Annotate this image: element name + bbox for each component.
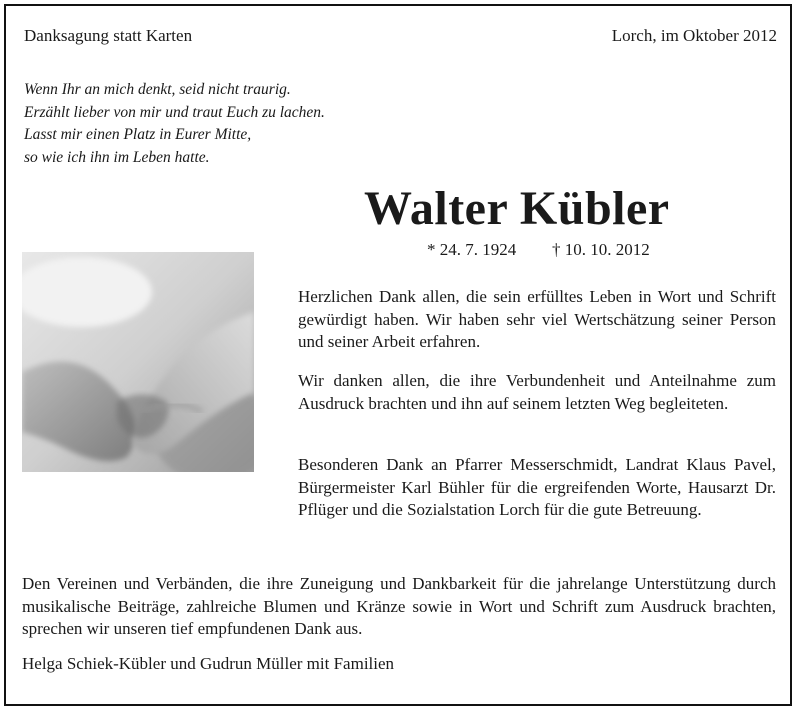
poem-line: Erzählt lieber von mir und traut Euch zu lachen. [24,103,325,121]
poem-line: so wie ich ihn im Leben hatte. [24,148,210,166]
death-date: † 10. 10. 2012 [552,240,650,259]
poem [24,79,325,169]
poem-line: Wenn Ihr an mich denkt, seid nicht traurig. [24,81,291,98]
birth-date: * 24. 7. 1924 [427,240,517,259]
holding-hands-photo [22,252,254,472]
thanks-paragraph-3: Besonderen Dank an Pfarrer Messerschmidt, Landrat Klaus Pavel, Bürgermeister Karl Bühler für die ergreifenden Worte, Hausarzt Dr. Pflüger und die Sozialstation Lorch für die gute Betreuung. [298,455,776,519]
signature: Helga Schiek-Kübler und Gudrun Müller mit Familien [22,654,395,673]
holding-hands-image [22,252,254,472]
place-date: Lorch, im Oktober 2012 [611,26,777,45]
thanks-paragraph-1: Herzlichen Dank allen, die sein erfülltes Leben in Wort und Schrift gewürdigt haben. Wir haben sehr viel Wertschätzung seiner Person und seiner Arbeit erfahren. [298,287,776,351]
thanks-paragraph-2: Wir danken allen, die ihre Verbundenheit und Anteilnahme zum Ausdruck brachten und ihn auf seinem letzten Weg begleiteten. [298,371,776,413]
poem-line: Lasst mir einen Platz in Eurer Mitte, [24,126,252,143]
thanks-paragraph-4: Den Vereinen und Verbänden, die ihre Zuneigung und Dankbarkeit für die jahrelange Unterstützung durch musikalische Beiträge, zahlreiche Blumen und Kränze sowie in Wort und Schrift zum Ausdruck brachten, sprechen wir unseren tief empfundenen Dank aus. [22,574,776,638]
deceased-name: Walter Kübler [364,182,670,235]
notice-type: Danksagung statt Karten [24,26,193,45]
